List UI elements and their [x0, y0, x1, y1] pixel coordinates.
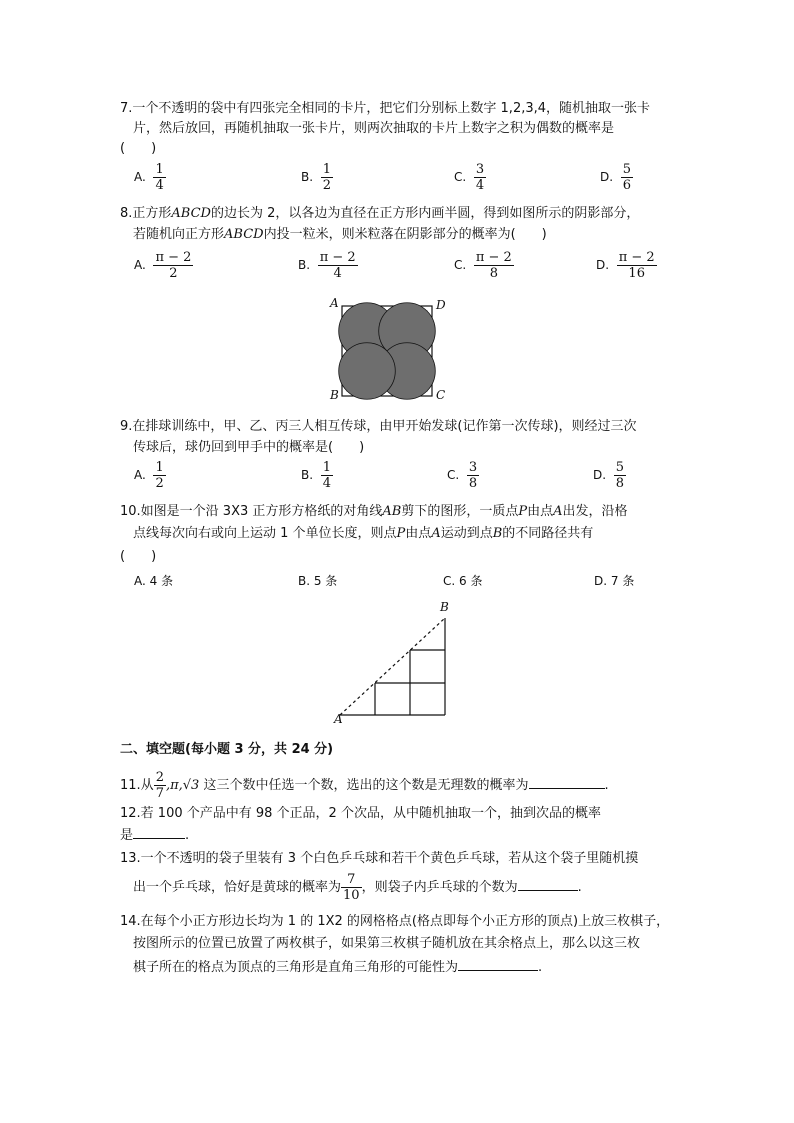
q10-figure	[330, 600, 460, 730]
q10-option-d[interactable]: D. 7 条	[594, 574, 635, 588]
q10-line1: 10.如图是一个沿 3X3 正方形方格纸的对角线AB剪下的图形，一质点P由点A出发，沿格	[120, 504, 628, 519]
q8-figure	[326, 296, 456, 408]
q10-line2: 点线每次向右或向上运动 1 个单位长度，则点P由点A运动到点B的不同路径共有	[133, 526, 594, 541]
q14-answer-blank[interactable]	[458, 958, 538, 971]
q8-option-a[interactable]: A. $\frac{\pi - 2}{2}$	[134, 250, 192, 281]
section-heading: 二、填空题(每小题 3 分，共 24 分)	[120, 742, 334, 757]
q14-line2: 按图所示的位置已放置了两枚棋子，如果第三枚棋子随机放在其余格点上，那么以这三枚	[133, 936, 641, 951]
diagonal-ab	[340, 618, 445, 715]
label-d: D	[436, 298, 446, 312]
q14-line1: 14.在每个小正方形边长均为 1 的 1X2 的网格格点(格点即每个小正方形的顶点)上放三枚棋子，	[120, 914, 670, 929]
q9-option-c[interactable]: C. $\frac{3}{8}$	[447, 460, 478, 491]
q9-option-a[interactable]: A. $\frac{1}{2}$	[134, 460, 164, 491]
q10-option-b[interactable]: B. 5 条	[298, 574, 338, 588]
q7-option-d[interactable]: D. $\frac{5}{6}$	[600, 162, 631, 193]
q7-option-b[interactable]: B. $\frac{1}{2}$	[301, 162, 331, 193]
q7-line3: ( )	[120, 141, 157, 156]
q12-line1: 12.若 100 个产品中有 98 个正品，2 个次品，从中随机抽取一个，抽到次品的概率	[120, 806, 601, 821]
q9-option-b[interactable]: B. $\frac{1}{4}$	[301, 460, 331, 491]
label-a: A	[330, 296, 339, 310]
label-b: B	[330, 388, 339, 402]
q9-option-d[interactable]: D. $\frac{5}{8}$	[593, 460, 624, 491]
q8-line2: 若随机向正方形ABCD内投一粒米，则米粒落在阴影部分的概率为( )	[133, 227, 547, 242]
label-c: C	[436, 388, 446, 402]
q13-answer-blank[interactable]	[518, 878, 578, 891]
q11-answer-blank[interactable]	[529, 776, 605, 789]
q13-line1: 13.一个不透明的袋子里装有 3 个白色乒乓球和若干个黄色乒乓球，若从这个袋子里随机摸	[120, 851, 639, 866]
q7-option-a[interactable]: A. $\frac{1}{4}$	[134, 162, 164, 193]
q10-line3: ( )	[120, 549, 157, 564]
label-a: A	[334, 712, 343, 726]
q8-line1: 8.正方形ABCD的边长为 2，以各边为直径在正方形内画半圆，得到如图所示的阴影部分，	[120, 206, 640, 221]
q9-line1: 9.在排球训练中，甲、乙、丙三人相互传球，由甲开始发球(记作第一次传球)，则经过三次	[120, 419, 637, 434]
q12-answer-blank[interactable]	[133, 826, 185, 839]
q14-line3: 棋子所在的格点为顶点的三角形是直角三角形的可能性为 .	[133, 960, 543, 975]
petal-bottom-left	[339, 343, 396, 400]
q8-option-d[interactable]: D. $\frac{\pi - 2}{16}$	[596, 250, 655, 281]
q12-line2: 是 .	[120, 828, 190, 843]
q10-option-c[interactable]: C. 6 条	[443, 574, 483, 588]
q7-line2: 片，然后放回，再随机抽取一张卡片，则两次抽取的卡片上数字之积为偶数的概率是	[133, 121, 615, 136]
q7-line1: 7.一个不透明的袋中有四张完全相同的卡片，把它们分别标上数字 1,2,3,4，随机抽取一张卡	[120, 101, 651, 116]
label-b: B	[440, 600, 449, 614]
q8-option-c[interactable]: C. $\frac{\pi - 2}{8}$	[454, 250, 512, 281]
staircase-grid-figure	[330, 600, 460, 730]
q9-line2: 传球后，球仍回到甲手中的概率是( )	[133, 440, 365, 455]
q8-option-b[interactable]: B. $\frac{\pi - 2}{4}$	[298, 250, 356, 281]
q11-line: 11.从 $\frac{2}{7}$ ,π,√3 这三个数中任选一个数，选出的这个数是无理数的概率为 .	[120, 770, 609, 801]
q13-line2: 出一个乒乓球，恰好是黄球的概率为 $\frac{7}{10}$ ，则袋子内乒乓球的个数为 .	[133, 872, 582, 903]
q10-option-a[interactable]: A. 4 条	[134, 574, 174, 588]
q7-option-c[interactable]: C. $\frac{3}{4}$	[454, 162, 485, 193]
